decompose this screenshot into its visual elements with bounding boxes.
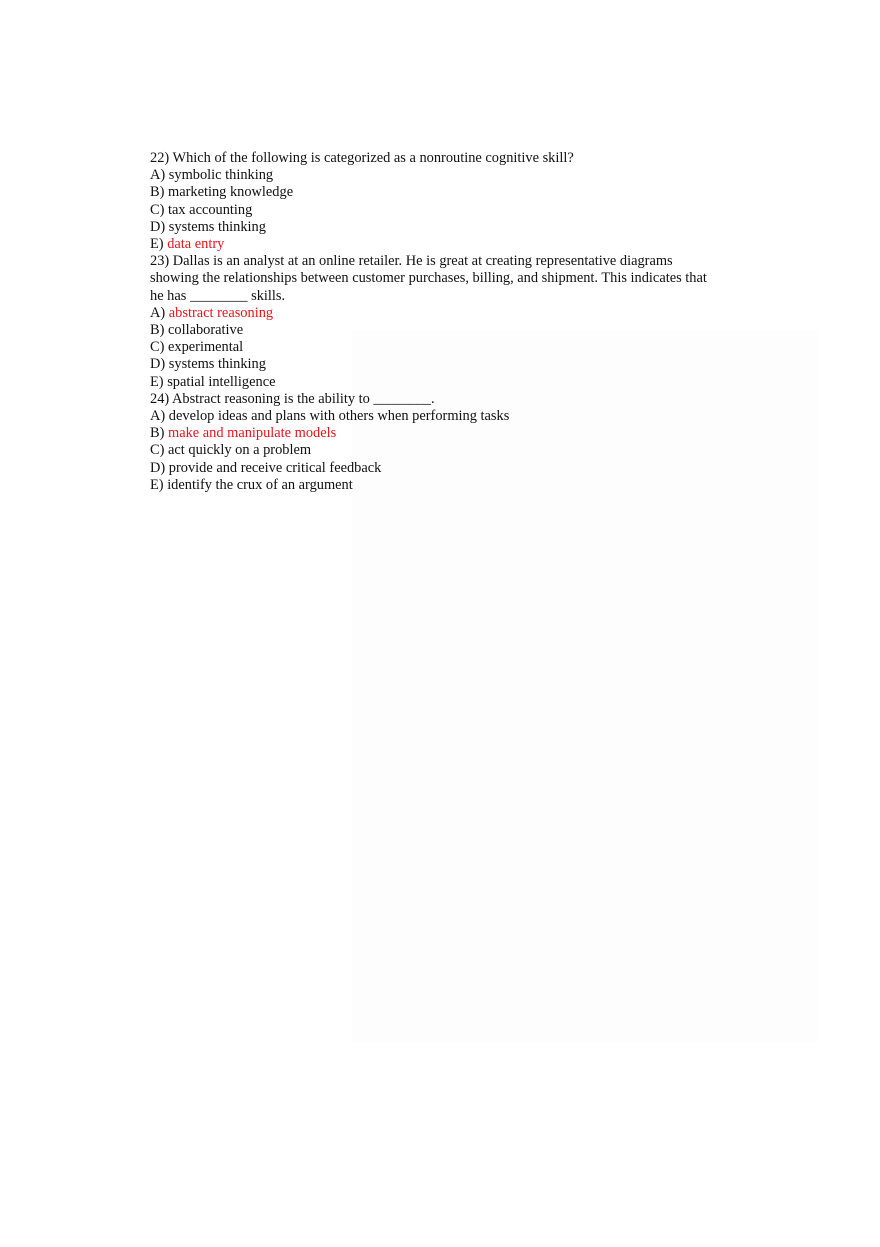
option-c: C) tax accounting [150, 201, 253, 218]
question-stem: showing the relationships between customer purchases, billing, and shipment. This indicates that [150, 270, 707, 287]
option-c: C) experimental [150, 339, 244, 356]
question-stem: 22) Which of the following is categorized as a nonroutine cognitive skill? [150, 150, 574, 166]
option-d: D) provide and receive critical feedback [150, 459, 382, 476]
highlighted-answer: abstract reasoning [168, 304, 274, 321]
question-stem: 24) Abstract reasoning is the ability to ________. [150, 390, 435, 407]
option-e: E) data entry [150, 236, 225, 253]
option-b: B) marketing knowledge [150, 184, 294, 201]
question-stem: 23) Dallas is an analyst at an online retailer. He is great at creating representative diagrams [150, 253, 673, 270]
question-list [150, 150, 750, 494]
option-d: D) systems thinking [150, 356, 266, 373]
option-c: C) act quickly on a problem [150, 442, 312, 459]
option-b: B) make and manipulate models [150, 425, 337, 442]
question-stem: he has ________ skills. [150, 287, 286, 304]
highlighted-answer: make and manipulate models [168, 425, 337, 442]
question-23 [150, 253, 750, 391]
option-a: A) symbolic thinking [150, 167, 274, 184]
question-24 [150, 391, 750, 494]
option-a: A) abstract reasoning [150, 304, 274, 321]
option-e: E) identify the crux of an argument [150, 476, 353, 493]
option-b: B) collaborative [150, 322, 244, 339]
option-d: D) systems thinking [150, 218, 266, 235]
question-22 [150, 150, 750, 253]
option-a: A) develop ideas and plans with others when performing tasks [150, 408, 510, 425]
option-e: E) spatial intelligence [150, 373, 276, 390]
highlighted-answer: data entry [167, 236, 225, 253]
